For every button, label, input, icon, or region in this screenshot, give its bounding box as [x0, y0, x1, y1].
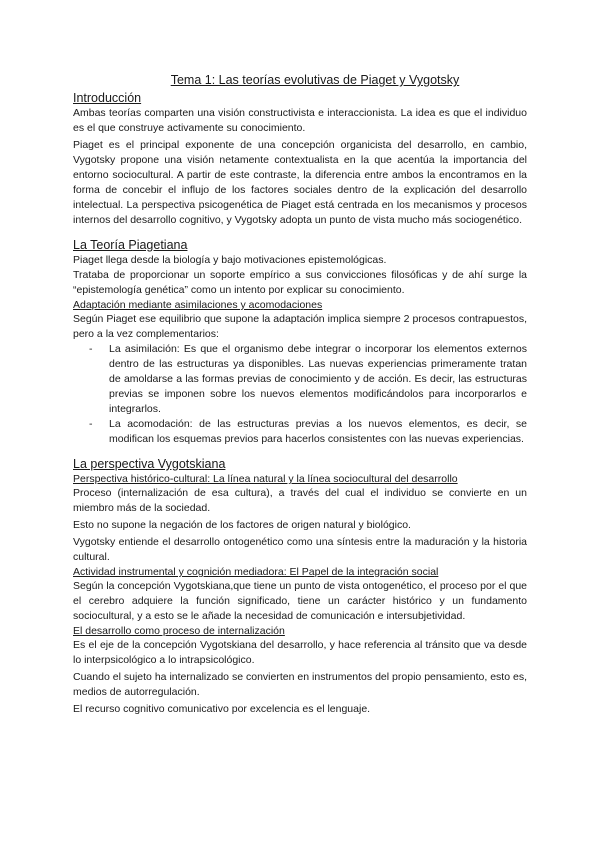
subheading-internalizacion: El desarrollo como proceso de internalización: [73, 625, 285, 637]
vygotsky-paragraph-6: Cuando el sujeto ha internalizado se convierten en instrumentos del propio pensamiento, esto es, medios de autorregulación.: [73, 671, 527, 698]
heading-introduccion: Introducción: [73, 91, 142, 105]
vygotsky-paragraph-2: Esto no supone la negación de los factores de origen natural y biológico.: [73, 519, 411, 531]
subheading-historico-cultural: Perspectiva histórico-cultural: La línea natural y la línea sociocultural del desarrollo: [73, 473, 458, 485]
subheading-actividad-instrumental: Actividad instrumental y cognición mediadora: El Papel de la integración social: [73, 566, 439, 578]
piaget-paragraph-1: Piaget llega desde la biología y bajo motivaciones epistemológicas.: [73, 254, 387, 266]
vygotsky-paragraph-3: Vygotsky entiende el desarrollo ontogenético como una síntesis entre la maduración y la historia cultural.: [73, 536, 527, 563]
heading-perspectiva-vygotskiana: La perspectiva Vygotskiana: [73, 457, 226, 471]
vygotsky-paragraph-4: Según la concepción Vygotskiana,que tiene un punto de vista ontogenético, el proceso por el que el cerebro adquiere la función significado, tiene un carácter histórico y un fundamento sociocultural, y a esto se le añade la necesidad de comunicación e intersubjetividad.: [73, 580, 527, 622]
vygotsky-paragraph-1: Proceso (internalización de esa cultura), a través del cual el individuo se convierte en un miembro más de la sociedad.: [73, 487, 527, 514]
heading-teoria-piagetiana: La Teoría Piagetiana: [73, 238, 188, 252]
piaget-paragraph-2: Trataba de proporcionar un soporte empírico a sus convicciones filosóficas y de ahí surge la “epistemología genética” como un intento por explicar su conocimiento.: [73, 269, 527, 296]
piaget-paragraph-3: Según Piaget ese equilibrio que supone la adaptación implica siempre 2 procesos contrapuestos, pero a la vez complementarios:: [73, 313, 527, 340]
intro-paragraph-1: Ambas teorías comparten una visión constructivista e interaccionista. La idea es que el individuo es el que construye activamente su conocimiento.: [73, 107, 527, 134]
document-title: Tema 1: Las teorías evolutivas de Piaget y Vygotsky: [170, 73, 460, 87]
vygotsky-paragraph-7: El recurso cognitivo comunicativo por excelencia es el lenguaje.: [73, 703, 371, 715]
list-item-acomodacion: - La acomodación: de las estructuras previas a los nuevos elementos, es decir, se modifican los esquemas previos para hacerlos consistentes con las nuevas experiencias.: [109, 417, 527, 447]
piaget-process-list: [73, 342, 527, 447]
subheading-adaptacion: Adaptación mediante asimilaciones y acomodaciones: [73, 299, 323, 311]
document-body: [73, 72, 527, 719]
list-item-asimilacion: - La asimilación: Es que el organismo debe integrar o incorporar los elementos externos dentro de las estructuras ya disponibles. Las nuevas experiencias primeramente tratan de amoldarse a las formas previas de conocimiento y de acción. Es decir, las estructuras previas se imponen sobre los nuevos elementos modificándolos para incorporarlos e integrarlos.: [109, 342, 527, 417]
intro-paragraph-2: Piaget es el principal exponente de una concepción organicista del desarrollo, en cambio, Vygotsky propone una visión netamente contextualista en la que acentúa la importancia del entorno sociocultural. A partir de este contraste, la diferencia entre ambos la encontramos en la forma de concebir el influjo de los factores sociales dentro de la explicación del desarrollo intelectual. La perspectiva psicogenética de Piaget está centrada en los mecanismos y procesos internos del desarrollo cognitivo, y Vygotsky adopta un punto de vista mucho más sociogenético.: [73, 139, 527, 226]
vygotsky-paragraph-5: Es el eje de la concepción Vygotskiana del desarrollo, y hace referencia al tránsito que va desde lo interpsicológico a lo intrapsicológico.: [73, 639, 527, 666]
